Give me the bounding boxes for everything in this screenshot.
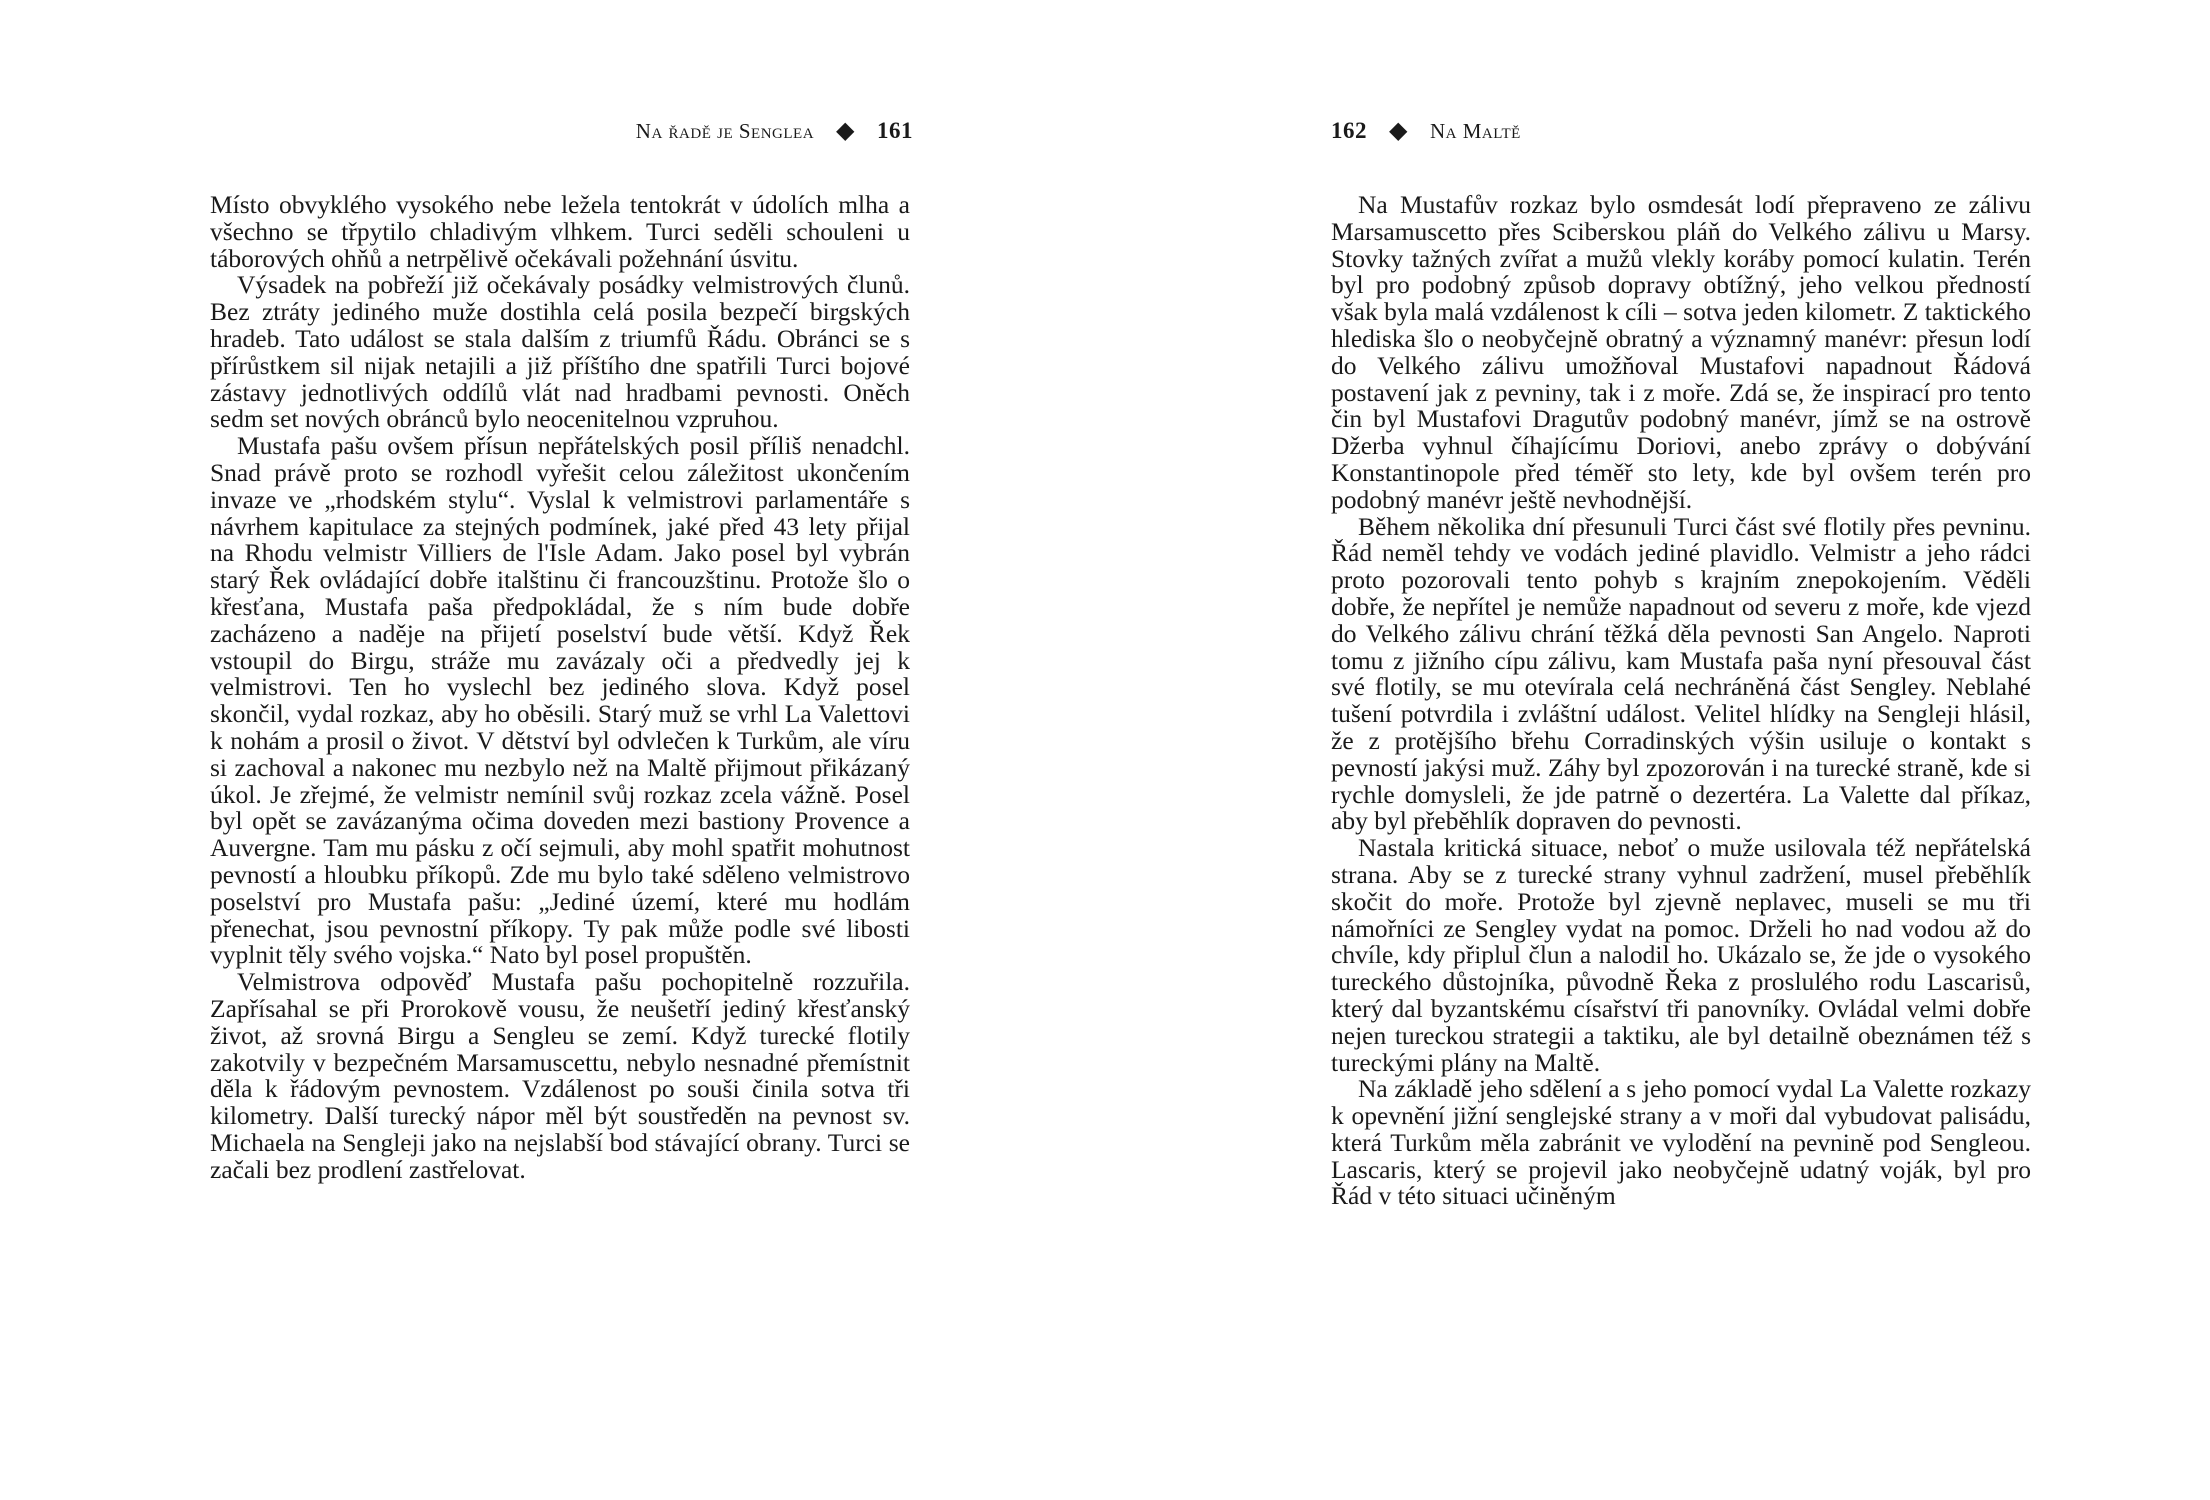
right-running-head: [1331, 118, 1521, 144]
right-paragraph-2: Během několika dní přesunuli Turci část své flotily přes pevninu. Řád neměl tehdy ve vodách jediné plavidlo. Velmistr a jeho rádci proto pozorovali tento pohyb s krajním znepokojením. Věděli dobře, že nepřítel je nemůže napadnout od severu z moře, kde vjezd do Velkého zálivu chrání těžká děla pevnosti San Angelo. Naproti tomu z jižního cípu zálivu, kam Mustafa paša nyní přesouval část své flotily, se mu otevírala celá nechráněná část Sengley. Neblahé tušení potvrdila i zvláštní událost. Velitel hlídky na Sengleji hlásil, že z protějšího břehu Corradinských výšin usiluje o kontakt s pevností jakýsi muž. Záhy byl zpozorován i na turecké straně, kde si rychle domysleli, že jde patrně o dezertéra. La Valette dal příkaz, aby byl přeběhlík dopraven do pevnosti.: [1331, 511, 2031, 836]
right-paragraph-4: Na základě jeho sdělení a s jeho pomocí vydal La Valette rozkazy k opevnění jižní senglejské strany a v moři dal vybudovat palisádu, která Turkům měla zabránit ve vylodění na pevnině pod Sengleou. Lascaris, který se projevil jako neobyčejně udatný voják, byl pro Řád v této situaci učiněným: [1331, 1074, 2031, 1211]
left-diamond-separator: ◆: [836, 118, 855, 144]
left-running-head: [636, 118, 913, 144]
right-body-text: [1331, 192, 2031, 1210]
left-paragraph-2: Výsadek na pobřeží již očekávaly posádky velmistrových člunů. Bez ztráty jediného muže dostihla celá posila bezpečí birgských hradeb. Tato událost se stala dalším z triumfů Řádu. Obránci se s přírůstkem sil nijak netajili a již příštího dne spatřili Turci bojové zástavy jednotlivých oddílů vlát nad hradbami pevnosti. Oněch sedm set nových obránců bylo neocenitelnou vzpruhou.: [210, 270, 910, 434]
left-body-text: [210, 192, 910, 1183]
left-paragraph-3: Mustafa pašu ovšem přísun nepřátelských posil příliš nenadchl. Snad právě proto se rozhodl vyřešit celou záležitost ukončením invaze ve „rhodském stylu“. Vyslal k velmistrovi parlamentáře s návrhem kapitulace za stejných podmínek, jaké před 43 lety přijal na Rhodu velmistr Villiers de l'Isle Adam. Jako posel byl vybrán starý Řek ovládající dobře italštinu či francouzštinu. Protože šlo o křesťana, Mustafa paša předpokládal, že s ním bude dobře zacházeno a naděje na přijetí poselství bude větší. Když Řek vstoupil do Birgu, stráže mu zavázaly oči a předvedly jej k velmistrovi. Ten ho vyslechl bez jediného slova. Když posel skončil, vydal rozkaz, aby ho oběsili. Starý muž se vrhl La Valettovi k nohám a prosil o život. V dětství byl odvlečen k Turkům, ale víru si zachoval a nakonec mu nezbylo než na Maltě přijmout přikázaný úkol. Je zřejmé, že velmistr nemínil svůj rozkaz zcela vážně. Posel byl opět se zavázanýma očima doveden mezi bastiony Provence a Auvergne. Tam mu pásku z očí sejmuli, aby mohl spatřit mohutnost pevností a hloubku příkopů. Zde mu bylo také sděleno velmistrovo poselství pro Mustafa pašu: „Jediné území, které mu hodlám přenechat, jsou pevnostní příkopy. Ty pak může podle své libosti vyplnit těly svého vojska.“ Nato byl posel propuštěn.: [210, 431, 910, 970]
left-paragraph-1: Místo obvyklého vysokého nebe ležela tentokrát v údolích mlha a všechno se třpytilo chladivým vlhkem. Turci seděli schouleni u táborových ohňů a netrpělivě očekávali požehnání úsvitu.: [210, 190, 910, 273]
left-running-title: Na řadě je Senglea: [635, 118, 815, 143]
right-paragraph-3: Nastala kritická situace, neboť o muže usilovala též nepřátelská strana. Aby se z turecké strany vyhnul zadržení, musel přeběhlík skočit do moře. Protože byl zjevně neplavec, museli se mu tři námořníci ze Sengley vydat na pomoc. Drželi ho nad vodou až do chvíle, kdy připlul člun a nalodil ho. Ukázalo se, že jde o vysokého tureckého důstojníka, původně Řeka z proslulého rodu Lascarisů, který dal byzantskému císařství tři panovníky. Ovládal velmi dobře nejen tureckou strategii a taktiku, ale byl detailně obeznámen též s tureckými plány na Maltě.: [1331, 833, 2031, 1077]
right-paragraph-1: Na Mustafův rozkaz bylo osmdesát lodí přepraveno ze zálivu Marsamuscetto přes Sciberskou pláň do Velkého zálivu u Marsy. Stovky tažných zvířat a mužů vlekly koráby pomocí kulatin. Terén byl pro podobný způsob dopravy obtížný, jeho velkou předností však byla malá vzdálenost k cíli – sotva jeden kilometr. Z taktického hlediska šlo o neobyčejně obratný a významný manévr: přesun lodí do Velkého zálivu umožňoval Mustafovi napadnout Řádová postavení jak z pevniny, tak i z moře. Zdá se, že inspirací pro tento čin byl Mustafovi Dragutův podobný manévr, jímž se na ostrově Džerba vyhnul číhajícímu Doriovi, anebo zprávy o dobývání Konstantinopole před téměř sto lety, kde byl ovšem terén pro podobný manévr ještě nevhodnější.: [1331, 190, 2031, 514]
right-page-number: 162: [1331, 118, 1367, 143]
right-running-title: Na Maltě: [1429, 118, 1521, 143]
right-page: [1105, 0, 2210, 1500]
left-paragraph-4: Velmistrova odpověď Mustafa pašu pochopitelně rozzuřila. Zapřísahal se při Prorokově vousu, že neušetří jediný křesťanský život, až srovná Birgu a Sengleu se zemí. Když turecké flotily zakotvily v bezpečném Marsamuscettu, nebylo nesnadné přemístnit děla k řádovým pevnostem. Vzdálenost po souši činila sotva tři kilometry. Další turecký nápor měl být soustředěn na pevnost sv. Michaela na Sengleji jako na nejslabší bod stávající obrany. Turci se začali bez prodlení zastřelovat.: [210, 967, 910, 1184]
right-diamond-separator: ◆: [1389, 118, 1408, 144]
left-page-number: 161: [877, 118, 913, 143]
